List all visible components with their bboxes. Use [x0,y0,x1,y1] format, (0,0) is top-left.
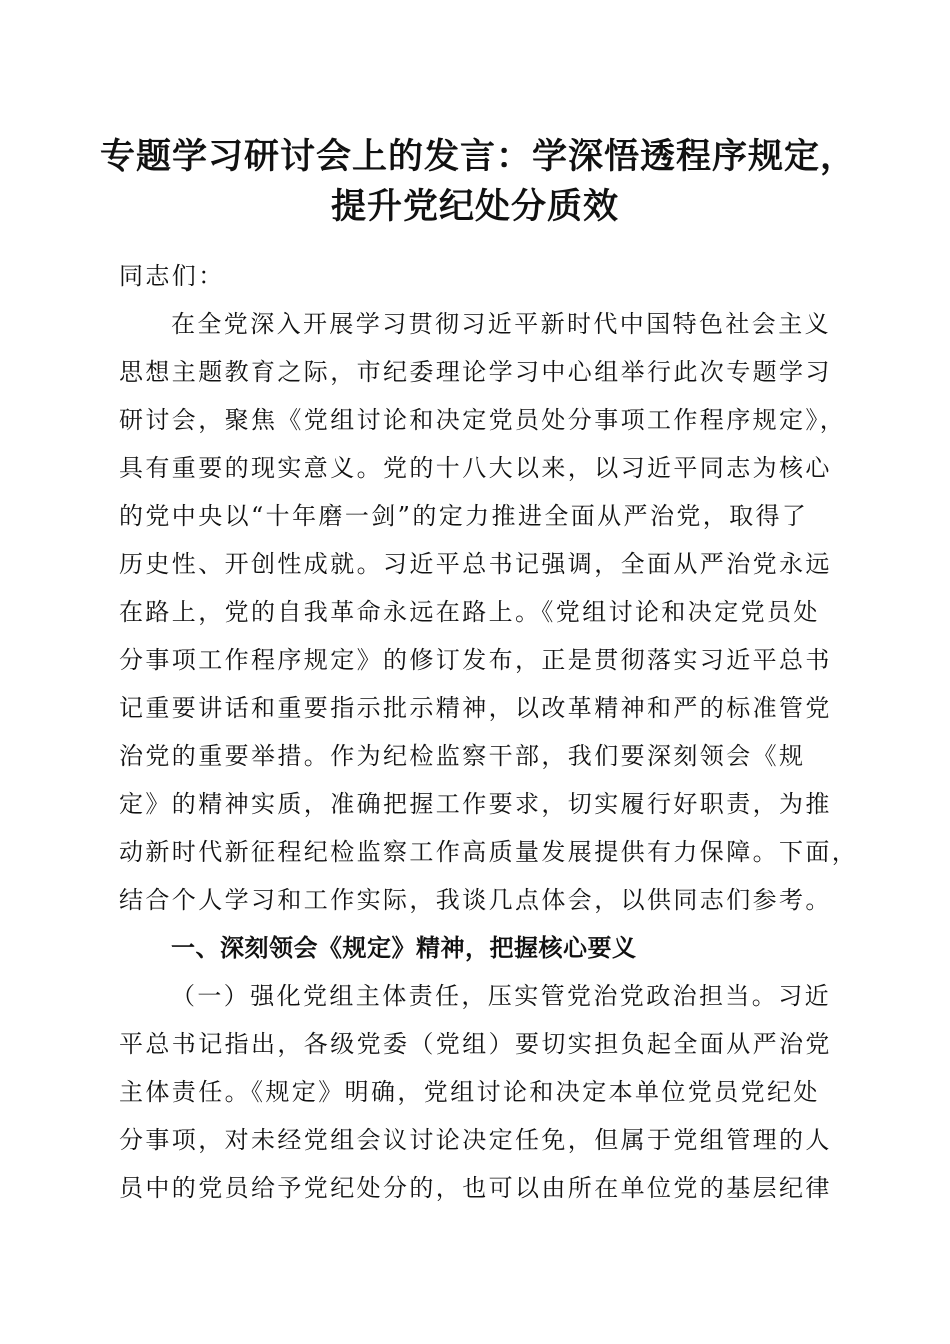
paragraph-line: 的党中央以“十年磨一剑”的定力推进全面从严治党，取得了 [119,502,809,530]
paragraph-line: 平总书记指出，各级党委（党组）要切实担负起全面从严治党 [119,1030,832,1058]
paragraph-line: 记重要讲话和重要指示批示精神，以改革精神和严的标准管党 [119,694,832,722]
paragraph-line: 历史性、开创性成就。习近平总书记强调，全面从严治党永远 [119,550,832,578]
paragraph-line: 结合个人学习和工作实际，我谈几点体会，以供同志们参考。 [119,886,832,914]
section-heading: 一、深刻领会《规定》精神，把握核心要义 [171,934,637,962]
paragraph-line: 在全党深入开展学习贯彻习近平新时代中国特色社会主义 [171,310,831,338]
paragraph-line: 研讨会，聚焦《党组讨论和决定党员处分事项工作程序规定》， [119,406,847,434]
document-body [119,252,859,1212]
salutation: 同志们： [119,262,225,290]
paragraph-line: 动新时代新征程纪检监察工作高质量发展提供有力保障。下面， [119,838,859,866]
paragraph-line: 思想主题教育之际，市纪委理论学习中心组举行此次专题学习 [119,358,832,386]
paragraph-line: 分事项，对未经党组会议讨论决定任免，但属于党组管理的人 [119,1126,832,1154]
paragraph-line: 主体责任。《规定》明确，党组讨论和决定本单位党员党纪处 [119,1078,820,1106]
document-title [100,132,857,232]
paragraph-line: 定》的精神实质，准确把握工作要求，切实履行好职责，为推 [119,790,832,818]
paragraph-line: 分事项工作程序规定》的修订发布，正是贯彻落实习近平总书 [119,646,832,674]
paragraph-line: （一）强化党组主体责任，压实管党治党政治担当。习近 [171,982,831,1010]
paragraph-line: 在路上，党的自我革命永远在路上。《党组讨论和决定党员处 [119,598,820,626]
title-line-2: 提升党纪处分质效 [330,186,619,227]
title-line-1: 专题学习研讨会上的发言：学深悟透程序规定， [100,136,857,177]
paragraph-line: 治党的重要举措。作为纪检监察干部，我们要深刻领会《规 [119,742,806,770]
paragraph-line: 员中的党员给予党纪处分的，也可以由所在单位党的基层纪律 [119,1174,832,1202]
paragraph-line: 具有重要的现实意义。党的十八大以来，以习近平同志为核心 [119,454,832,482]
